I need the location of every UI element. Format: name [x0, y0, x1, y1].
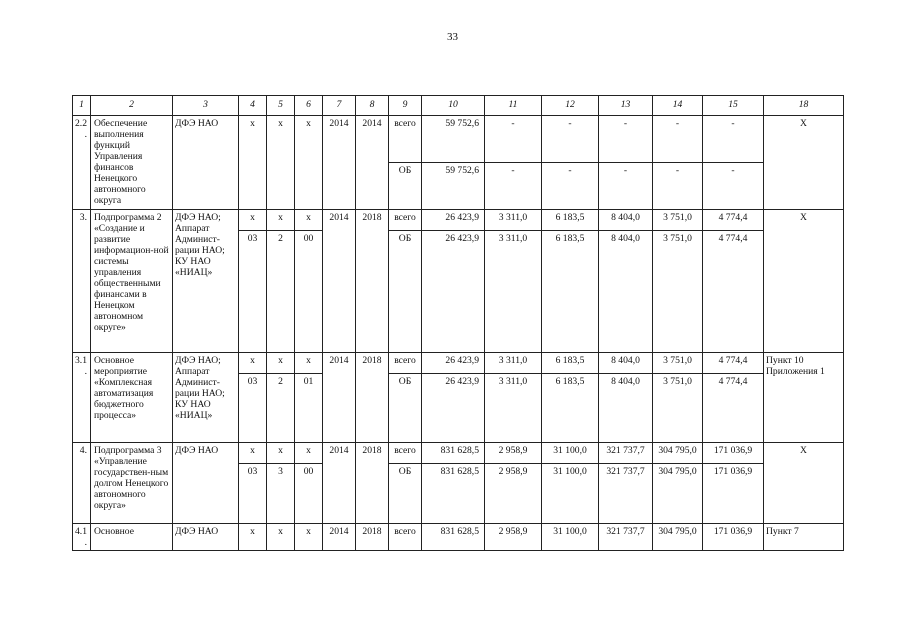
code-cell: 01 [295, 374, 323, 443]
code-cell: 00 [295, 464, 323, 524]
amount-cell: 4 774,4 [703, 210, 764, 231]
year-end: 2018 [356, 524, 389, 551]
amount-cell: 321 737,7 [599, 524, 653, 551]
amount-cell: 321 737,7 [599, 464, 653, 524]
amount-cell: 26 423,9 [422, 353, 485, 374]
code-cell: 03 [239, 374, 267, 443]
row-name: Основное [91, 524, 173, 551]
amount-cell: 831 628,5 [422, 443, 485, 464]
amount-cell: 304 795,0 [653, 443, 703, 464]
amount-cell: 171 036,9 [703, 443, 764, 464]
amount-cell: 3 751,0 [653, 231, 703, 353]
code-cell: х [239, 116, 267, 210]
amount-cell: 26 423,9 [422, 210, 485, 231]
amount-cell: 31 100,0 [542, 524, 599, 551]
amount-cell: - [653, 163, 703, 210]
year-end: 2018 [356, 210, 389, 353]
code-cell: х [239, 524, 267, 551]
amount-cell: 171 036,9 [703, 464, 764, 524]
amount-cell: - [599, 116, 653, 163]
year-end: 2014 [356, 116, 389, 210]
year-end: 2018 [356, 353, 389, 443]
note-cell: Х [764, 116, 844, 210]
row-name: Обеспечение выполнения функций Управления финансов Ненецкого автономного округа [91, 116, 173, 210]
table-row [73, 353, 844, 374]
code-cell: 2 [267, 231, 295, 353]
row-name: Подпрограмма 3 «Управление государствен-ным долгом Ненецкого автономного округа» [91, 443, 173, 524]
amount-cell: - [542, 116, 599, 163]
amount-cell: 4 774,4 [703, 353, 764, 374]
code-cell: х [267, 443, 295, 464]
code-cell: х [239, 210, 267, 231]
year-start: 2014 [323, 116, 356, 210]
amount-cell: 8 404,0 [599, 231, 653, 353]
row-number: 4. [73, 443, 91, 524]
col-header: 5 [267, 96, 295, 116]
col-header: 12 [542, 96, 599, 116]
code-cell: х [295, 353, 323, 374]
code-cell: х [295, 116, 323, 210]
year-start: 2014 [323, 443, 356, 524]
amount-cell: 171 036,9 [703, 524, 764, 551]
row-number: 4.1. [73, 524, 91, 551]
row-executor: ДФЭ НАО [173, 116, 239, 210]
amount-cell: - [485, 116, 542, 163]
amount-cell: 6 183,5 [542, 210, 599, 231]
source-label: ОБ [389, 163, 422, 210]
amount-cell: 831 628,5 [422, 464, 485, 524]
amount-cell: - [542, 163, 599, 210]
amount-cell: 31 100,0 [542, 464, 599, 524]
amount-cell: 2 958,9 [485, 464, 542, 524]
amount-cell: 3 751,0 [653, 374, 703, 443]
row-name: Подпрограмма 2 «Создание и развитие информацион-ной системы управления общественными финансами в Ненецком автономном округе» [91, 210, 173, 353]
row-number: 3. [73, 210, 91, 353]
source-label: ОБ [389, 374, 422, 443]
code-cell: 03 [239, 464, 267, 524]
year-start: 2014 [323, 353, 356, 443]
col-header: 7 [323, 96, 356, 116]
source-label: всего [389, 443, 422, 464]
code-cell: 03 [239, 231, 267, 353]
amount-cell: 4 774,4 [703, 374, 764, 443]
code-cell: 00 [295, 231, 323, 353]
program-table [72, 95, 844, 551]
page-number: 33 [447, 31, 458, 43]
code-cell: х [239, 353, 267, 374]
source-label: всего [389, 353, 422, 374]
amount-cell: - [703, 116, 764, 163]
code-cell: х [267, 353, 295, 374]
source-label: ОБ [389, 231, 422, 353]
amount-cell: 59 752,6 [422, 116, 485, 163]
col-header: 14 [653, 96, 703, 116]
source-label: ОБ [389, 464, 422, 524]
code-cell: х [295, 443, 323, 464]
amount-cell: 3 311,0 [485, 231, 542, 353]
amount-cell: 304 795,0 [653, 464, 703, 524]
row-number: 2.2. [73, 116, 91, 210]
note-cell: Х [764, 443, 844, 524]
col-header: 15 [703, 96, 764, 116]
header-row [73, 96, 844, 116]
amount-cell: 321 737,7 [599, 443, 653, 464]
table-row [73, 210, 844, 231]
amount-cell: 3 311,0 [485, 374, 542, 443]
row-executor: ДФЭ НАО; Аппарат Админист-рации НАО; КУ НАО «НИАЦ» [173, 210, 239, 353]
amount-cell: 6 183,5 [542, 353, 599, 374]
code-cell: 3 [267, 464, 295, 524]
row-executor: ДФЭ НАО; Аппарат Админист-рации НАО; КУ НАО «НИАЦ» [173, 353, 239, 443]
amount-cell: 3 751,0 [653, 210, 703, 231]
note-cell: Пункт 10 Приложения 1 [764, 353, 844, 443]
row-name: Основное мероприятие «Комплексная автоматизация бюджетного процесса» [91, 353, 173, 443]
amount-cell: 831 628,5 [422, 524, 485, 551]
year-start: 2014 [323, 524, 356, 551]
code-cell: 2 [267, 374, 295, 443]
amount-cell: - [485, 163, 542, 210]
amount-cell: 304 795,0 [653, 524, 703, 551]
amount-cell: 6 183,5 [542, 231, 599, 353]
row-number: 3.1. [73, 353, 91, 443]
amount-cell: 4 774,4 [703, 231, 764, 353]
code-cell: х [267, 210, 295, 231]
code-cell: х [239, 443, 267, 464]
code-cell: х [267, 116, 295, 210]
col-header: 10 [422, 96, 485, 116]
col-header: 3 [173, 96, 239, 116]
amount-cell: 3 751,0 [653, 353, 703, 374]
amount-cell: 8 404,0 [599, 210, 653, 231]
table-row [73, 443, 844, 464]
amount-cell: 3 311,0 [485, 353, 542, 374]
col-header: 13 [599, 96, 653, 116]
amount-cell: 3 311,0 [485, 210, 542, 231]
amount-cell: - [653, 116, 703, 163]
note-cell: Пункт 7 [764, 524, 844, 551]
source-label: всего [389, 210, 422, 231]
col-header: 4 [239, 96, 267, 116]
row-executor: ДФЭ НАО [173, 443, 239, 524]
col-header: 1 [73, 96, 91, 116]
col-header: 18 [764, 96, 844, 116]
col-header: 2 [91, 96, 173, 116]
amount-cell: 2 958,9 [485, 443, 542, 464]
col-header: 6 [295, 96, 323, 116]
amount-cell: - [703, 163, 764, 210]
col-header: 9 [389, 96, 422, 116]
code-cell: х [267, 524, 295, 551]
amount-cell: 31 100,0 [542, 443, 599, 464]
table-row [73, 524, 844, 551]
year-start: 2014 [323, 210, 356, 353]
col-header: 8 [356, 96, 389, 116]
col-header: 11 [485, 96, 542, 116]
year-end: 2018 [356, 443, 389, 524]
amount-cell: 6 183,5 [542, 374, 599, 443]
amount-cell: 26 423,9 [422, 374, 485, 443]
code-cell: х [295, 524, 323, 551]
source-label: всего [389, 116, 422, 163]
note-cell: Х [764, 210, 844, 353]
amount-cell: - [599, 163, 653, 210]
amount-cell: 2 958,9 [485, 524, 542, 551]
amount-cell: 8 404,0 [599, 374, 653, 443]
source-label: всего [389, 524, 422, 551]
amount-cell: 59 752,6 [422, 163, 485, 210]
table-row [73, 116, 844, 163]
row-executor: ДФЭ НАО [173, 524, 239, 551]
amount-cell: 26 423,9 [422, 231, 485, 353]
amount-cell: 8 404,0 [599, 353, 653, 374]
code-cell: х [295, 210, 323, 231]
